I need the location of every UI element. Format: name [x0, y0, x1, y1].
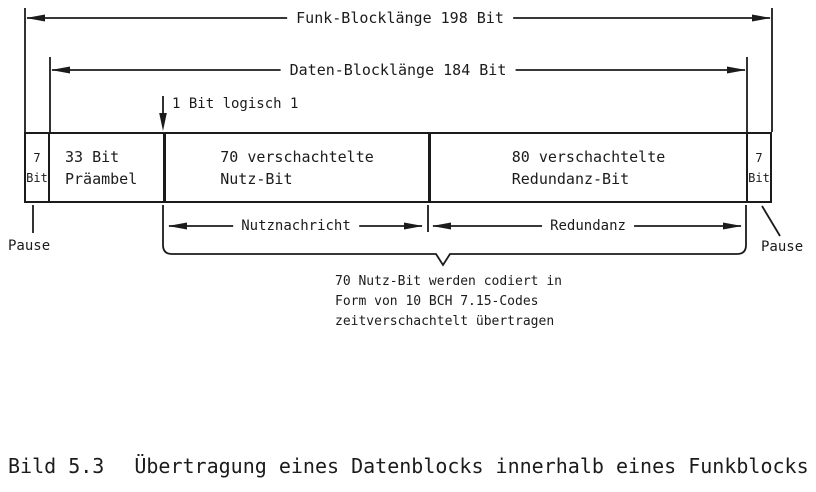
figure-caption [8, 452, 809, 480]
cell-line: Nutz-Bit [220, 169, 293, 188]
cell-pause-bits-right [746, 134, 770, 201]
cell-pause-bits-left [26, 134, 48, 201]
coding-note-line-2: Form von 10 BCH 7.15-Codes [335, 294, 539, 309]
cell-nutz-bit [163, 134, 428, 201]
cell-line: Bit [748, 170, 770, 185]
cell-praeambel [48, 134, 163, 201]
nutznachricht-label: Nutznachricht [233, 217, 359, 235]
pause-label-right: Pause [761, 239, 804, 255]
coding-note-line-3: zeitverschachtelt übertragen [335, 314, 555, 329]
cell-line: 70 verschachtelte [220, 147, 374, 166]
figure-title: Übertragung eines Datenblocks innerhalb eines Funkblocks [134, 454, 809, 478]
funk-block-frame [24, 132, 772, 203]
cell-line: 33 Bit [65, 147, 120, 166]
pause-label-left: Pause [8, 238, 51, 254]
cell-line: Bit [26, 170, 48, 185]
cell-line: 7 [33, 150, 41, 165]
pause-leader-right [762, 206, 780, 236]
code-brace [163, 205, 746, 265]
cell-line: Präambel [65, 169, 138, 188]
one-bit-logisch-label: 1 Bit logisch 1 [172, 96, 299, 112]
cell-redundanz-bit [428, 134, 746, 201]
one-bit-down-arrow [159, 96, 167, 131]
cell-line: 7 [755, 150, 763, 165]
coding-note-line-1: 70 Nutz-Bit werden codiert in [335, 274, 562, 289]
funk-block-length-label: Funk-Blocklänge 198 Bit [287, 9, 513, 27]
cell-line: Redundanz-Bit [511, 169, 630, 188]
redundanz-label: Redundanz [542, 217, 634, 235]
daten-block-length-label: Daten-Blocklänge 184 Bit [281, 61, 516, 79]
cell-line: 80 verschachtelte [511, 147, 666, 166]
figure-number: Bild 5.3 [8, 454, 105, 478]
coding-note [335, 272, 562, 332]
